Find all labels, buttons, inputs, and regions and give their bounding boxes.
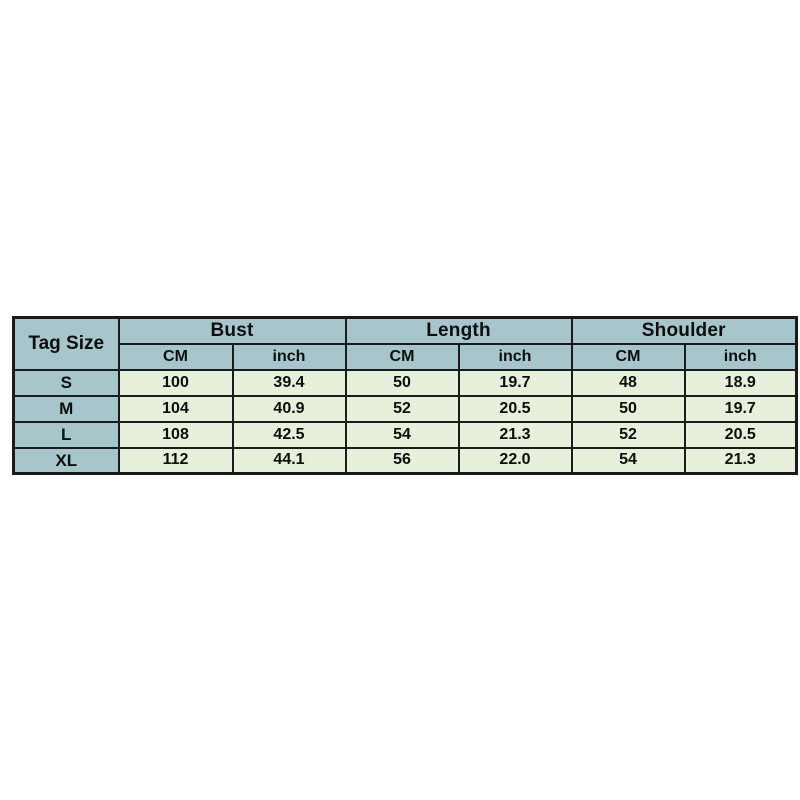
group-header-bust: Bust [119,318,346,344]
value-cell: 108 [119,422,233,448]
tag-size-cell: L [14,422,119,448]
table-row-s [14,370,797,396]
tag-size-cell: M [14,396,119,422]
table-row-xl [14,448,797,474]
tag-size-cell: XL [14,448,119,474]
corner-header-tag-size: Tag Size [14,318,119,370]
value-cell: 20.5 [685,422,797,448]
size-chart-table [12,316,798,475]
value-cell: 44.1 [233,448,346,474]
value-cell: 39.4 [233,370,346,396]
unit-header-shoulder-cm: CM [572,344,685,370]
value-cell: 22.0 [459,448,572,474]
value-cell: 52 [572,422,685,448]
unit-header-length-inch: inch [459,344,572,370]
table-row-l [14,422,797,448]
unit-header-bust-inch: inch [233,344,346,370]
value-cell: 19.7 [459,370,572,396]
value-cell: 40.9 [233,396,346,422]
value-cell: 18.9 [685,370,797,396]
unit-header-row [14,344,797,370]
tag-size-cell: S [14,370,119,396]
unit-header-length-cm: CM [346,344,459,370]
value-cell: 19.7 [685,396,797,422]
value-cell: 52 [346,396,459,422]
group-header-length: Length [346,318,572,344]
value-cell: 50 [346,370,459,396]
value-cell: 21.3 [459,422,572,448]
value-cell: 100 [119,370,233,396]
value-cell: 42.5 [233,422,346,448]
unit-header-bust-cm: CM [119,344,233,370]
unit-header-shoulder-inch: inch [685,344,797,370]
value-cell: 48 [572,370,685,396]
table-row-m [14,396,797,422]
value-cell: 21.3 [685,448,797,474]
value-cell: 54 [572,448,685,474]
group-header-row [14,318,797,344]
group-header-shoulder: Shoulder [572,318,797,344]
value-cell: 54 [346,422,459,448]
value-cell: 20.5 [459,396,572,422]
value-cell: 112 [119,448,233,474]
value-cell: 50 [572,396,685,422]
value-cell: 104 [119,396,233,422]
size-chart-container [12,316,795,475]
value-cell: 56 [346,448,459,474]
